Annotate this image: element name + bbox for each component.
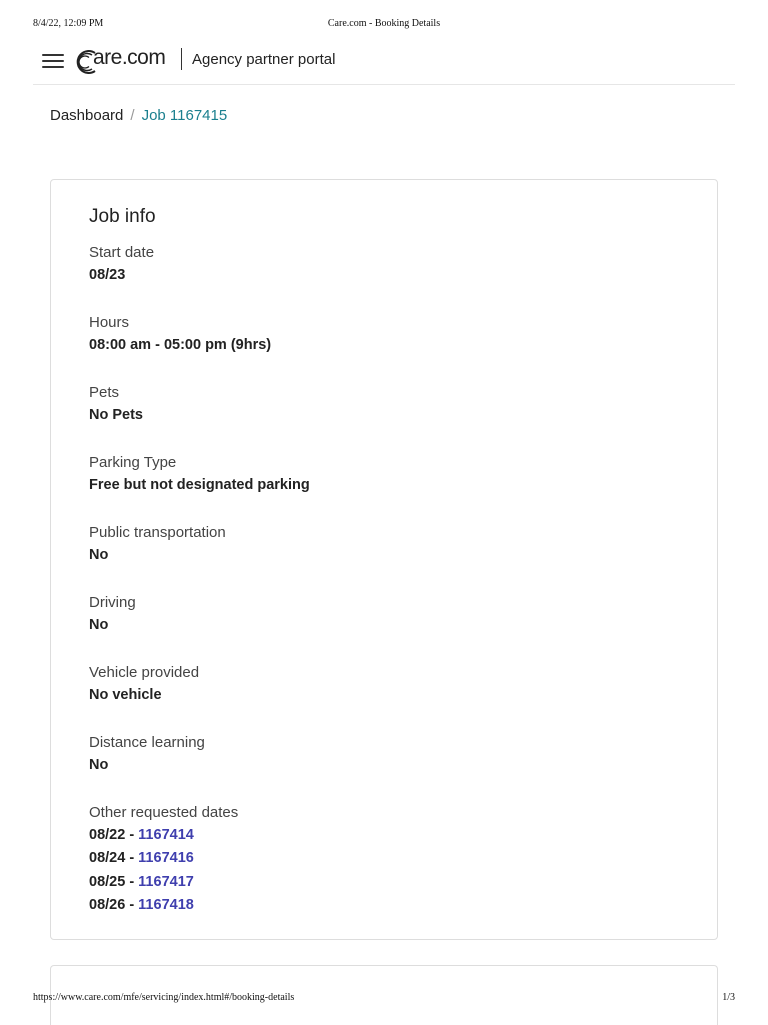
print-footer xyxy=(0,992,768,1006)
other-date: 08/24 - xyxy=(89,850,139,867)
print-url: https://www.care.com/mfe/servicing/index.html#/booking-details xyxy=(33,992,295,1003)
field-label: Public transportation xyxy=(89,524,226,541)
top-navigation-bar xyxy=(33,42,735,85)
header-divider xyxy=(181,48,182,70)
other-date-job-link[interactable]: 1167418 xyxy=(138,896,194,913)
field-value: No xyxy=(89,617,109,633)
field-label: Vehicle provided xyxy=(89,664,200,681)
other-date-item xyxy=(89,871,689,894)
field-start-date xyxy=(89,243,689,313)
other-date-item xyxy=(89,894,689,917)
breadcrumb-job-current[interactable]: Job 1167415 xyxy=(141,107,228,124)
job-info-title: Job info xyxy=(89,206,156,227)
field-label: Parking Type xyxy=(89,454,177,471)
hamburger-menu-icon[interactable] xyxy=(42,51,66,71)
field-parking-type xyxy=(89,453,689,523)
other-date: 08/22 - xyxy=(89,827,139,843)
field-value: No xyxy=(89,547,109,563)
field-value: No Pets xyxy=(89,407,143,423)
field-driving xyxy=(89,593,689,663)
field-vehicle-provided xyxy=(89,663,689,733)
print-datetime: 8/4/22, 12:09 PM xyxy=(33,18,104,29)
print-page-number: 1/3 xyxy=(722,992,735,1003)
other-date-job-link[interactable]: 1167417 xyxy=(138,873,194,890)
field-label: Driving xyxy=(89,594,136,611)
field-label: Other requested dates xyxy=(89,804,239,821)
other-date-job-link[interactable]: 1167414 xyxy=(138,827,194,843)
breadcrumb xyxy=(50,107,227,124)
field-label: Pets xyxy=(89,384,120,401)
field-value: No vehicle xyxy=(89,687,162,703)
field-distance-learning xyxy=(89,733,689,803)
field-value: 08/23 xyxy=(89,267,126,283)
other-date: 08/25 - xyxy=(89,873,139,890)
breadcrumb-separator: / xyxy=(130,107,135,124)
other-date-item xyxy=(89,847,689,870)
logo-wordmark[interactable]: are.com xyxy=(93,46,166,69)
other-date-item xyxy=(89,824,689,847)
other-date: 08/26 - xyxy=(89,896,139,913)
field-other-requested-dates xyxy=(89,803,689,917)
print-header xyxy=(0,18,768,32)
job-info-card xyxy=(50,179,718,940)
field-value: No xyxy=(89,757,109,773)
portal-label: Agency partner portal xyxy=(192,51,336,68)
field-value: 08:00 am - 05:00 pm (9hrs) xyxy=(89,337,272,353)
field-value: Free but not designated parking xyxy=(89,477,310,493)
print-doc-title: Care.com - Booking Details xyxy=(327,18,441,29)
field-hours xyxy=(89,313,689,383)
field-pets xyxy=(89,383,689,453)
field-label: Distance learning xyxy=(89,734,205,751)
job-info-fields xyxy=(89,243,689,917)
field-label: Hours xyxy=(89,314,130,331)
field-label: Start date xyxy=(89,244,155,261)
breadcrumb-dashboard-link[interactable]: Dashboard xyxy=(50,107,124,124)
other-date-job-link[interactable]: 1167416 xyxy=(138,850,194,867)
field-public-transportation xyxy=(89,523,689,593)
